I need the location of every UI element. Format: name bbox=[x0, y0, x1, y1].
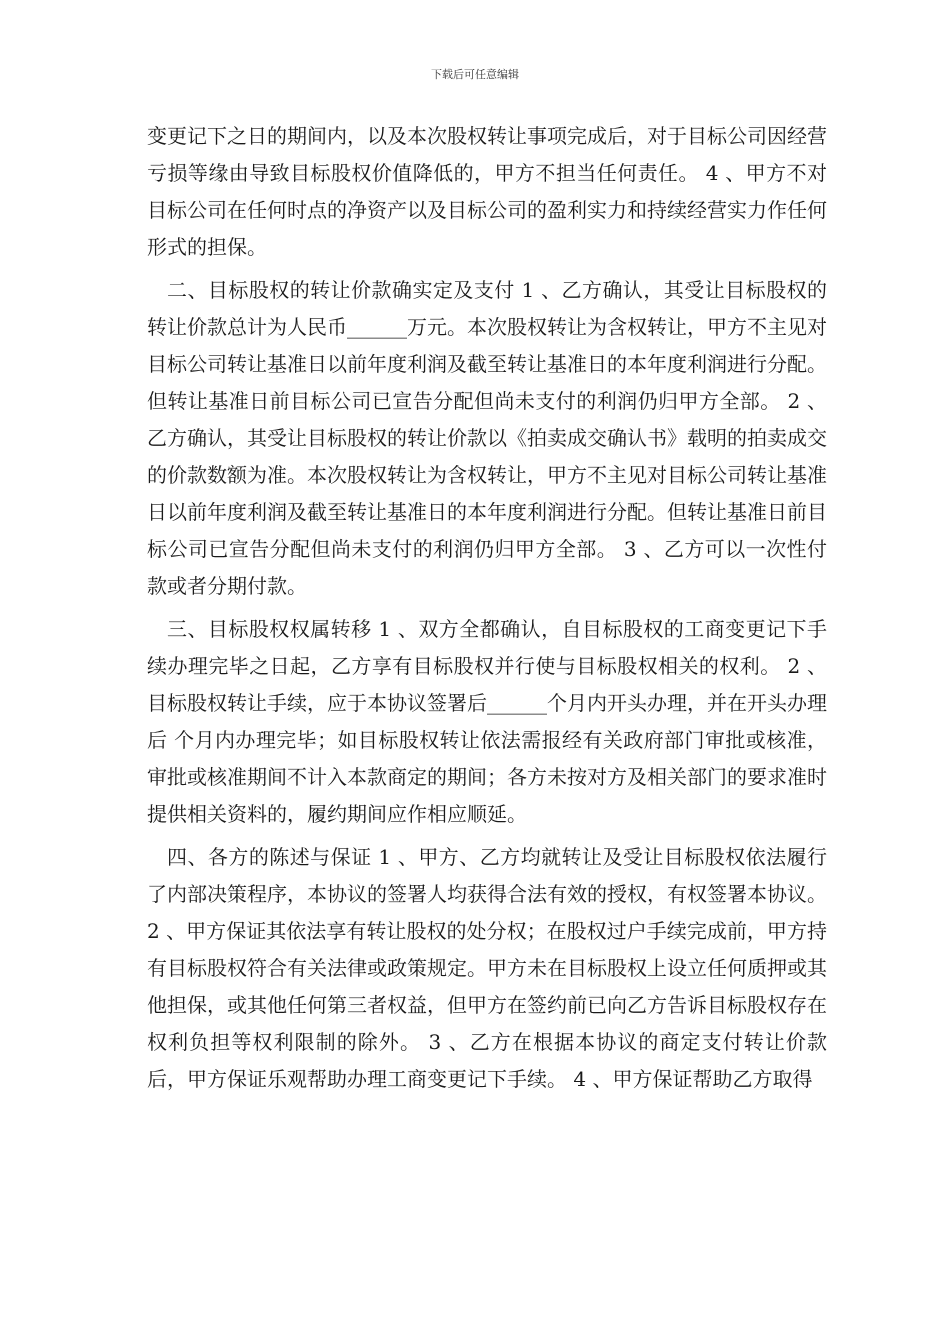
paragraph-section-4: 四、各方的陈述与保证 1 、甲方、乙方均就转让及受让目标股权依法履行了内部决策程序，本协议的签署人均获得合法有效的授权，有权签署本协议。 2 、甲方保证其依法享有转让股权的处分权；在股权过户手续完成前，甲方持有目标股权符合有关法律或政策规定。甲方未在目标股权上设立任何质押或其他担保，或其他任何第三者权益，但甲方在签约前已向乙方告诉目标股权存在权利负担等权利限制的除外。 3 、乙方在根据本协议的商定支付转让价款后，甲方保证乐观帮助办理工商变更记下手续。 4 、甲方保证帮助乙方取得 bbox=[147, 845, 827, 1091]
document-body bbox=[147, 118, 827, 1098]
paragraph-section-3: 三、目标股权权属转移 1 、双方全都确认，自目标股权的工商变更记下手续办理完毕之日起，乙方享有目标股权并行使与目标股权相关的权利。 2 、目标股权转让手续，应于本协议签署后______个月内开头办理，并在开头办理后 个月内办理完毕；如目标股权转让依法需报经有关政府部门审批或核准，审批或核准期间不计入本款商定的期间；各方未按对方及相关部门的要求准时提供相关资料的，履约期间应作相应顺延。 bbox=[147, 617, 827, 826]
paragraph-section-2: 二、目标股权的转让价款确实定及支付 1 、乙方确认，其受让目标股权的转让价款总计为人民币______万元。本次股权转让为含权转让，甲方不主见对目标公司转让基准日以前年度利润及截至转让基准日的本年度利润进行分配。但转让基准日前目标公司已宣告分配但尚未支付的利润仍归甲方全部。 2 、乙方确认，其受让目标股权的转让价款以《拍卖成交确认书》载明的拍卖成交的价款数额为准。本次股权转让为含权转让，甲方不主见对目标公司转让基准日以前年度利润及截至转让基准日的本年度利润进行分配。但转让基准日前目标公司已宣告分配但尚未支付的利润仍归甲方全部。 3 、乙方可以一次性付款或者分期付款。 bbox=[147, 278, 827, 598]
paragraph-continuation: 变更记下之日的期间内，以及本次股权转让事项完成后，对于目标公司因经营亏损等缘由导致目标股权价值降低的，甲方不担当任何责任。 4 、甲方不对目标公司在任何时点的净资产以及目标公司的盈利实力和持续经营实力作任何形式的担保。 bbox=[147, 124, 827, 259]
page-header: 下载后可任意编辑 bbox=[431, 68, 519, 81]
